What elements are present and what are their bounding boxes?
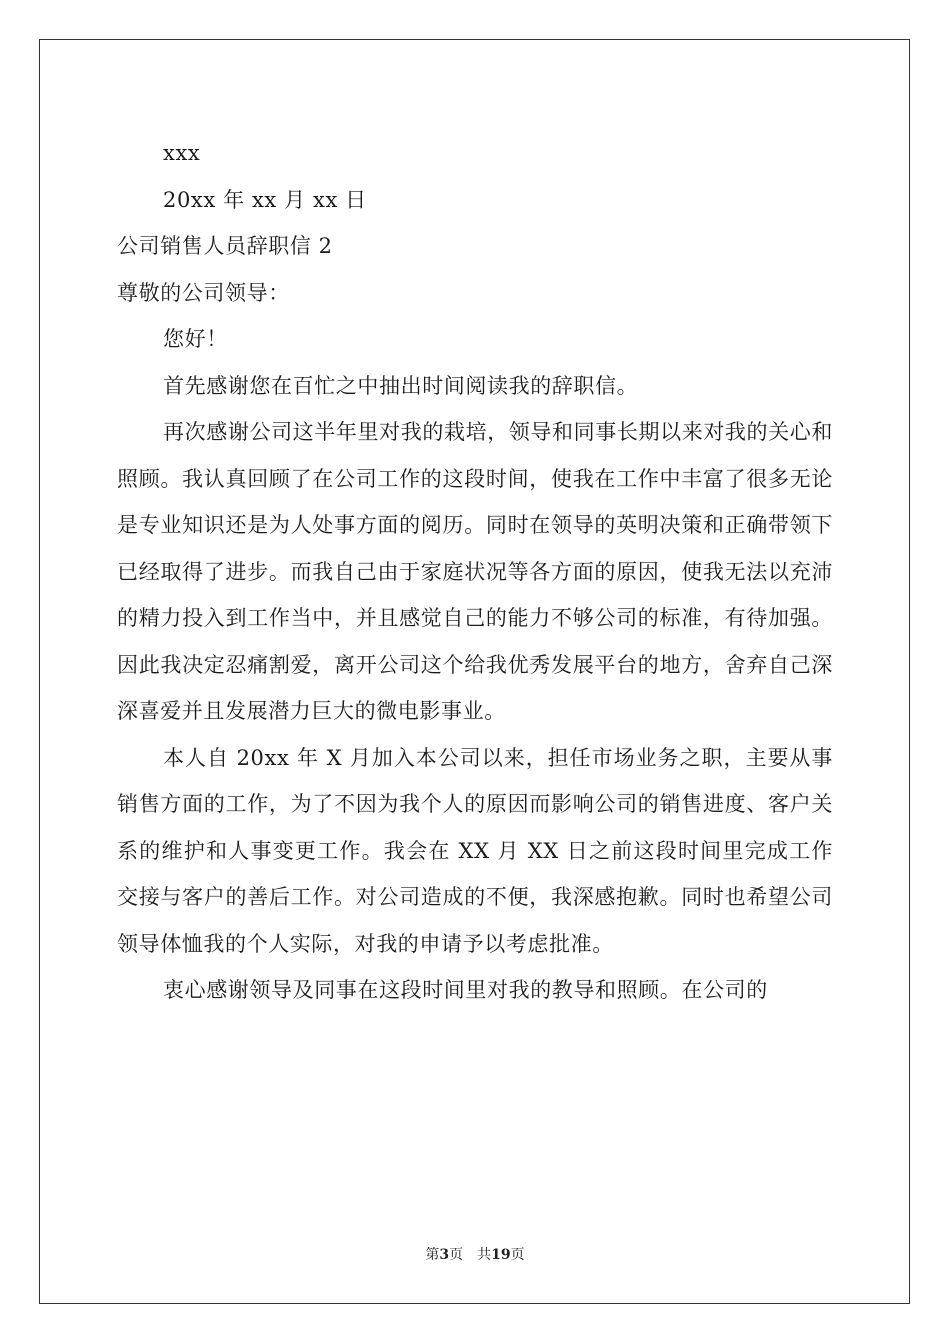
page-suffix: 页 (449, 1247, 464, 1263)
signature-name: xxx (163, 141, 201, 165)
letter-body (117, 130, 833, 1014)
page-footer (0, 1245, 950, 1265)
paragraph: 再次感谢公司这半年里对我的栽培，领导和同事长期以来对我的关心和照顾。我认真回顾了在公司工作的这段时间，使我在工作中丰富了很多无论是专业知识还是为人处事方面的阅历。同时在领导的英明决策和正确带领下已经取得了进步。而我自己由于家庭状况等各方面的原因，使我无法以充沛的精力投入到工作当中，并且感觉自己的能力不够公司的标准，有待加强。因此我决定忍痛割爱，离开公司这个给我优秀发展平台的地方，舍弃自己深深喜爱并且发展潜力巨大的微电影事业。 (117, 420, 833, 723)
total-pages: 19 (491, 1247, 511, 1263)
paragraph: 本人自 20xx 年 X 月加入本公司以来，担任市场业务之职，主要从事销售方面的工作，为了不因为我个人的原因而影响公司的销售进度、客户关系的维护和人事变更工作。我会在 XX 月 XX 日之前这段时间里完成工作交接与客户的善后工作。对公司造成的不便，我深感抱歉。同时也希望公司领导体恤我的个人实际，对我的申请予以考虑批准。 (117, 745, 833, 956)
page-prefix: 第 (425, 1247, 440, 1263)
paragraph: 首先感谢您在百忙之中抽出时间阅读我的辞职信。 (163, 373, 639, 398)
greeting: 您好！ (163, 327, 228, 351)
salutation: 尊敬的公司领导： (117, 280, 290, 305)
total-suffix: 页 (510, 1247, 525, 1263)
total-prefix: 共 (477, 1247, 492, 1263)
letter-title: 公司销售人员辞职信 2 (117, 234, 333, 258)
page-number: 3 (439, 1247, 450, 1263)
signature-date: 20xx 年 xx 月 xx 日 (163, 187, 367, 212)
paragraph: 衷心感谢领导及同事在这段时间里对我的教导和照顾。在公司的 (163, 978, 768, 1002)
